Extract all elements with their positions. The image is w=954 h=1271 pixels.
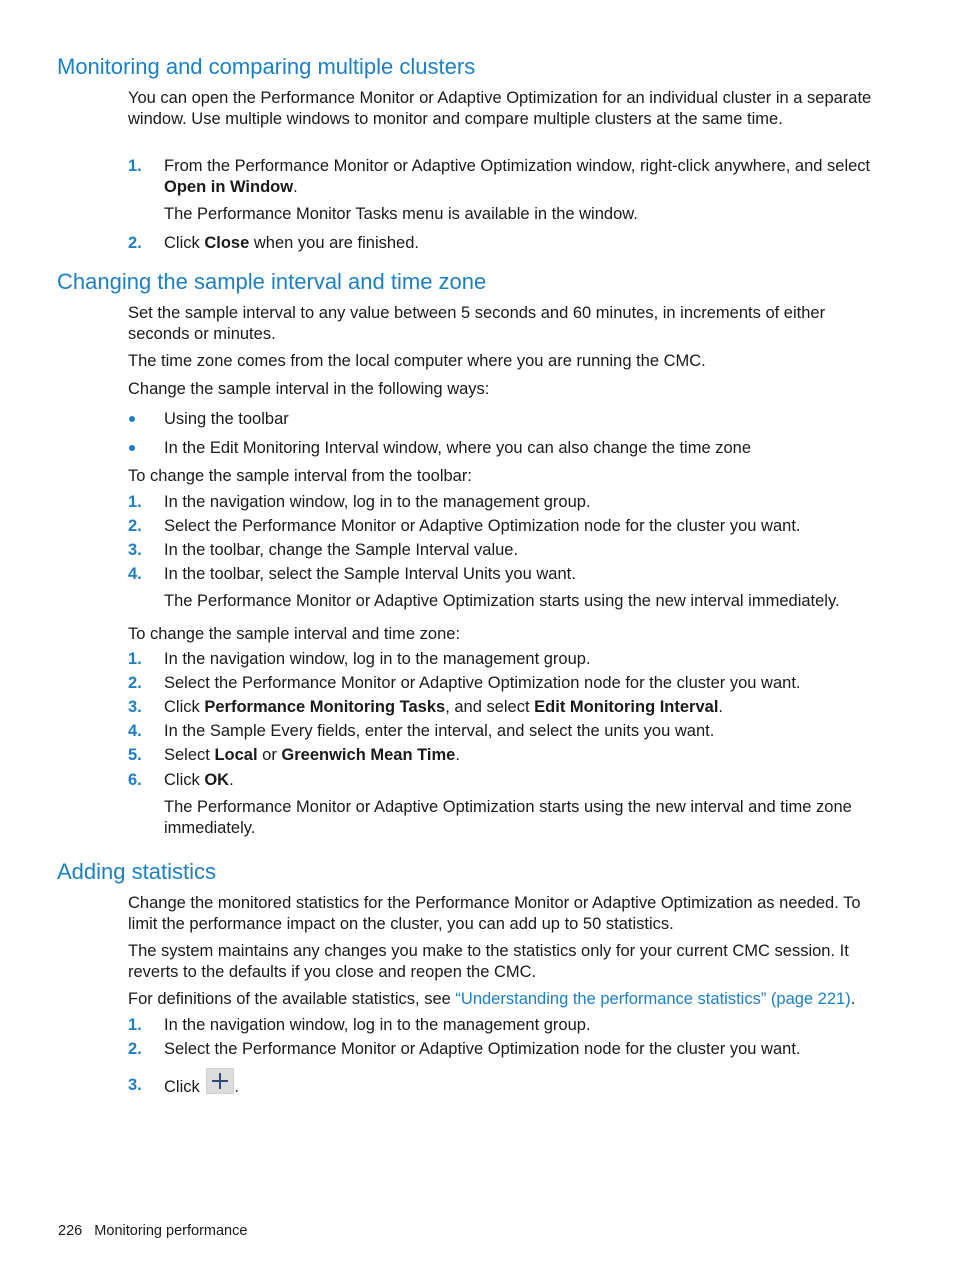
step-text-part: . xyxy=(293,178,298,196)
paragraph: Change the monitored statistics for the Performance Monitor or Adaptive Optimization as needed. To limit the performance impact on the cluster, you can add up to 50 statistics. xyxy=(128,894,861,933)
step-text: In the navigation window, log in to the management group. xyxy=(164,650,591,668)
step-number: 3. xyxy=(128,1076,142,1094)
step-text-part: when you are finished. xyxy=(249,234,419,252)
ui-term: Local xyxy=(214,746,258,764)
step-number: 3. xyxy=(128,541,142,559)
page-number: 226 xyxy=(58,1223,83,1239)
cross-reference-link[interactable]: “Understanding the performance statistics” (page 221) xyxy=(455,990,851,1008)
step-number: 1. xyxy=(128,650,142,668)
step-text-part: . xyxy=(234,1078,239,1096)
procedure-intro: To change the sample interval from the toolbar: xyxy=(128,467,472,485)
bullet-marker xyxy=(129,445,135,451)
ui-term: Performance Monitoring Tasks xyxy=(204,698,446,716)
paragraph: Change the sample interval in the following ways: xyxy=(128,380,490,398)
section-title-multiple-clusters: Monitoring and comparing multiple clusters xyxy=(57,54,476,79)
step-text xyxy=(164,156,872,198)
step-text xyxy=(164,233,872,254)
step-number: 1. xyxy=(128,157,142,175)
bullet-text: Using the toolbar xyxy=(164,410,289,428)
page-footer xyxy=(58,1223,247,1239)
step-number: 5. xyxy=(128,746,142,764)
ui-term: Edit Monitoring Interval xyxy=(534,698,719,716)
step-text-part: . xyxy=(455,746,460,764)
step-number: 3. xyxy=(128,698,142,716)
step-text-part: or xyxy=(257,746,282,764)
step-text xyxy=(164,745,872,766)
step-note: The Performance Monitor or Adaptive Optimization starts using the new interval and time zone immediately. xyxy=(164,798,852,837)
step-text xyxy=(164,697,872,718)
step-text: In the navigation window, log in to the management group. xyxy=(164,493,591,511)
step-text xyxy=(164,1068,872,1101)
paragraph: The time zone comes from the local computer where you are running the CMC. xyxy=(128,352,706,370)
bullet-text: In the Edit Monitoring Interval window, where you can also change the time zone xyxy=(164,439,752,457)
step-note: The Performance Monitor or Adaptive Optimization starts using the new interval immediately. xyxy=(164,592,840,610)
step-number: 1. xyxy=(128,493,142,511)
paragraph-part: . xyxy=(850,990,856,1008)
procedure-intro: To change the sample interval and time zone: xyxy=(128,625,461,643)
section-title-sample-interval: Changing the sample interval and time zone xyxy=(57,269,487,294)
step-number: 4. xyxy=(128,565,142,583)
step-text: In the toolbar, change the Sample Interval value. xyxy=(164,541,519,559)
step-text-part: Click xyxy=(164,698,205,716)
step-text-part: . xyxy=(718,698,724,716)
ui-term: Close xyxy=(204,234,250,252)
intro-paragraph: You can open the Performance Monitor or Adaptive Optimization for an individual cluster in a separate window. Use multiple windows to monitor and compare multiple clusters at the same time. xyxy=(128,89,872,128)
section-title-adding-statistics: Adding statistics xyxy=(57,859,216,884)
step-text xyxy=(164,770,872,791)
step-text: In the navigation window, log in to the management group. xyxy=(164,1016,591,1034)
bullet-marker xyxy=(129,416,135,422)
ui-term: Open in Window xyxy=(164,178,294,196)
add-plus-icon xyxy=(206,1068,234,1094)
step-number: 4. xyxy=(128,722,142,740)
step-note: The Performance Monitor Tasks menu is available in the window. xyxy=(164,205,638,223)
step-text: Select the Performance Monitor or Adaptive Optimization node for the cluster you want. xyxy=(164,517,801,535)
step-number: 2. xyxy=(128,1040,142,1058)
paragraph-part: For definitions of the available statistics, see xyxy=(128,990,456,1008)
step-number: 6. xyxy=(128,771,142,789)
step-text-part: From the Performance Monitor or Adaptive Optimization window, right-click anywhere, and select xyxy=(164,157,871,175)
step-number: 2. xyxy=(128,234,142,252)
step-number: 2. xyxy=(128,517,142,535)
step-text-part: , and select xyxy=(445,698,535,716)
step-text-part: Select xyxy=(164,746,215,764)
step-text: Select the Performance Monitor or Adaptive Optimization node for the cluster you want. xyxy=(164,674,801,692)
ui-term: OK xyxy=(204,771,230,789)
step-text-part: Click xyxy=(164,771,205,789)
chapter-title: Monitoring performance xyxy=(94,1223,248,1239)
step-text-part: . xyxy=(229,771,234,789)
step-number: 2. xyxy=(128,674,142,692)
paragraph xyxy=(128,989,872,1010)
paragraph: The system maintains any changes you make to the statistics only for your current CMC session. It reverts to the defaults if you close and reopen the CMC. xyxy=(128,942,849,981)
paragraph: Set the sample interval to any value between 5 seconds and 60 minutes, in increments of either seconds or minutes. xyxy=(128,304,826,343)
step-text: Select the Performance Monitor or Adaptive Optimization node for the cluster you want. xyxy=(164,1040,801,1058)
step-text-part: Click xyxy=(164,1078,205,1096)
ui-term: Greenwich Mean Time xyxy=(281,746,456,764)
step-number: 1. xyxy=(128,1016,142,1034)
step-text: In the Sample Every fields, enter the interval, and select the units you want. xyxy=(164,722,715,740)
step-text: In the toolbar, select the Sample Interval Units you want. xyxy=(164,565,576,583)
step-text-part: Click xyxy=(164,234,205,252)
